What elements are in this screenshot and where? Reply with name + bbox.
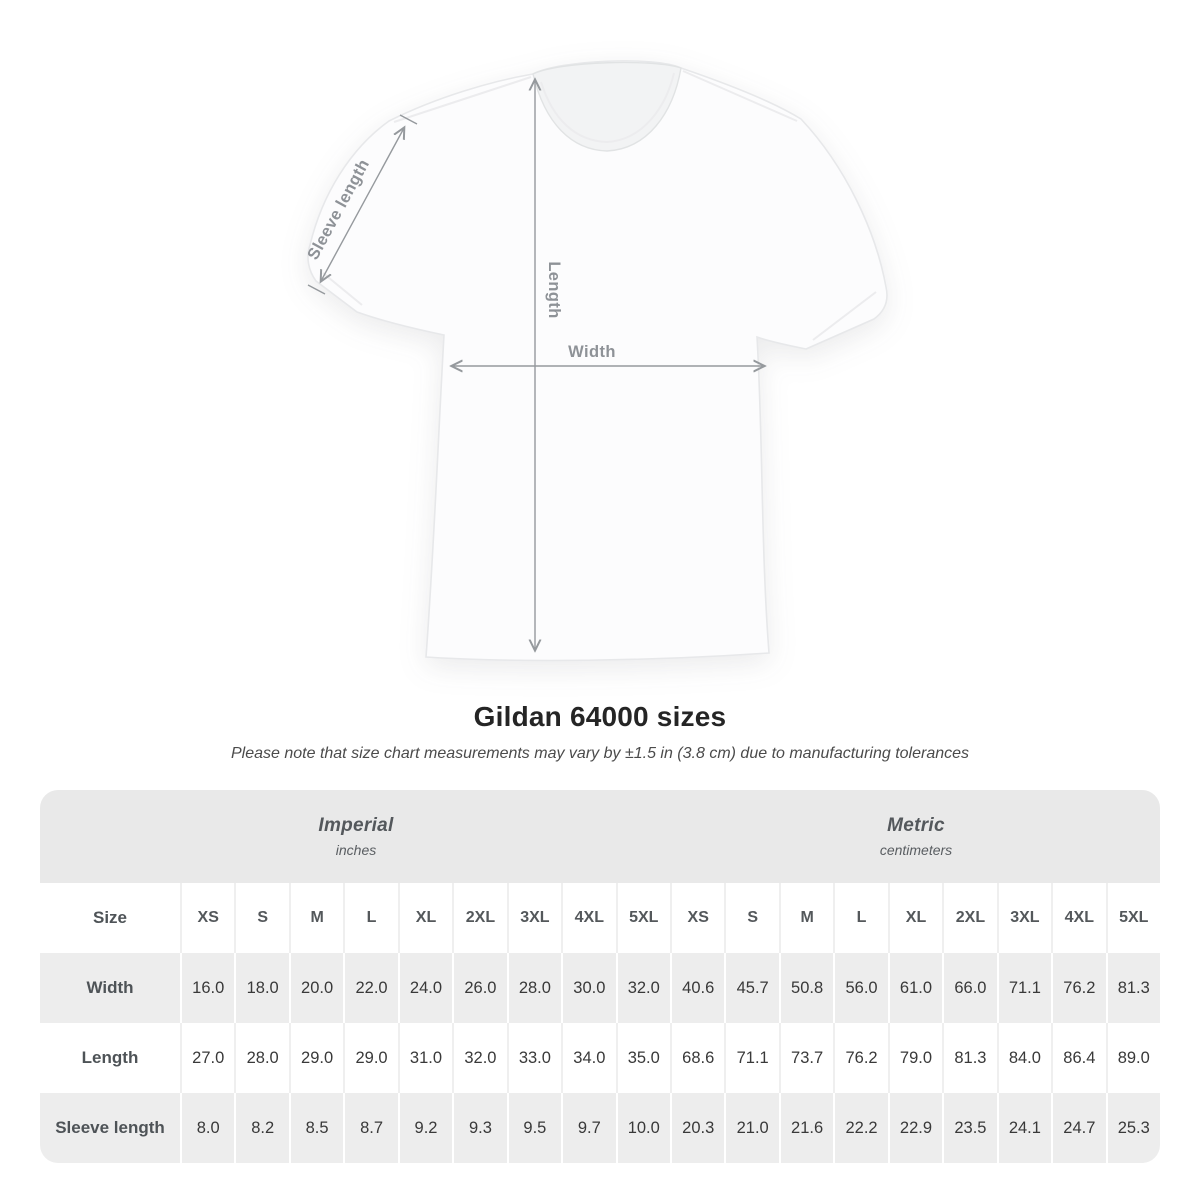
table-row — [40, 883, 1160, 953]
page-subtitle: Please note that size chart measurements may vary by ±1.5 in (3.8 cm) due to manufacturing tolerances — [230, 745, 970, 762]
measurement-value: 21.6 — [779, 1093, 833, 1163]
measurement-value: 71.1 — [997, 953, 1051, 1023]
size-header-cell: 2XL — [452, 883, 506, 953]
size-header-cell: L — [833, 883, 887, 953]
measurement-value: 9.5 — [507, 1093, 561, 1163]
measurement-value: 89.0 — [1106, 1023, 1160, 1093]
measurement-value: 10.0 — [616, 1093, 670, 1163]
measurement-value: 9.2 — [398, 1093, 452, 1163]
size-header-cell: 3XL — [997, 883, 1051, 953]
measurement-value: 81.3 — [1106, 953, 1160, 1023]
size-header-cell: XL — [398, 883, 452, 953]
measurement-value: 86.4 — [1051, 1023, 1105, 1093]
size-header-cell: S — [234, 883, 288, 953]
measurement-value: 24.7 — [1051, 1093, 1105, 1163]
size-column-header: Size — [92, 908, 128, 927]
measurement-value: 73.7 — [779, 1023, 833, 1093]
metric-subtitle: centimeters — [879, 842, 953, 858]
measurement-value: 76.2 — [833, 1023, 887, 1093]
length-label: Length — [545, 261, 563, 319]
measurement-value: 32.0 — [616, 953, 670, 1023]
measure-row-label: Width — [86, 978, 134, 997]
imperial-title: Imperial — [318, 815, 394, 836]
table-row — [40, 1023, 1160, 1093]
measurement-value: 20.3 — [670, 1093, 724, 1163]
measurement-value: 16.0 — [180, 953, 234, 1023]
measurement-value: 31.0 — [398, 1023, 452, 1093]
measurement-value: 32.0 — [452, 1023, 506, 1093]
imperial-header — [40, 790, 672, 883]
measure-row-label: Sleeve length — [55, 1118, 165, 1137]
size-header-cell: 2XL — [942, 883, 996, 953]
measurement-value: 35.0 — [616, 1023, 670, 1093]
measurement-value: 25.3 — [1106, 1093, 1160, 1163]
table-row — [40, 1093, 1160, 1163]
size-header-cell: 5XL — [616, 883, 670, 953]
measurement-value: 33.0 — [507, 1023, 561, 1093]
measurement-value: 45.7 — [724, 953, 778, 1023]
measurement-value: 68.6 — [670, 1023, 724, 1093]
measurement-value: 24.1 — [997, 1093, 1051, 1163]
measurement-value: 30.0 — [561, 953, 615, 1023]
size-header-cell: 5XL — [1106, 883, 1160, 953]
measurement-value: 9.3 — [452, 1093, 506, 1163]
imperial-subtitle: inches — [335, 842, 377, 858]
sleeve-length-label: Sleeve length — [304, 156, 374, 263]
measurement-value: 29.0 — [343, 1023, 397, 1093]
measurement-value: 81.3 — [942, 1023, 996, 1093]
size-header-cell: 4XL — [561, 883, 615, 953]
size-header-cell: S — [724, 883, 778, 953]
measurement-value: 24.0 — [398, 953, 452, 1023]
size-header-cell: XL — [888, 883, 942, 953]
measurement-value: 20.0 — [289, 953, 343, 1023]
measurement-value: 18.0 — [234, 953, 288, 1023]
measurement-value: 66.0 — [942, 953, 996, 1023]
unit-header-band — [40, 790, 1160, 883]
measurement-value: 28.0 — [234, 1023, 288, 1093]
metric-header — [672, 790, 1160, 883]
measurement-value: 8.0 — [180, 1093, 234, 1163]
measurement-value: 50.8 — [779, 953, 833, 1023]
measurement-value: 22.9 — [888, 1093, 942, 1163]
measurement-value: 79.0 — [888, 1023, 942, 1093]
metric-title: Metric — [887, 815, 945, 836]
measure-row-label: Length — [81, 1048, 139, 1067]
measurement-value: 61.0 — [888, 953, 942, 1023]
measurement-value: 22.0 — [343, 953, 397, 1023]
measurement-value: 8.7 — [343, 1093, 397, 1163]
measurement-value: 29.0 — [289, 1023, 343, 1093]
width-label: Width — [568, 343, 616, 361]
size-table-body — [40, 883, 1160, 1163]
table-row — [40, 953, 1160, 1023]
measurement-value: 34.0 — [561, 1023, 615, 1093]
measurement-value: 76.2 — [1051, 953, 1105, 1023]
measurement-value: 26.0 — [452, 953, 506, 1023]
size-table — [40, 790, 1160, 1163]
measurement-value: 84.0 — [997, 1023, 1051, 1093]
measurement-value: 56.0 — [833, 953, 887, 1023]
size-header-cell: 3XL — [507, 883, 561, 953]
size-header-cell: XS — [180, 883, 234, 953]
measurement-value: 27.0 — [180, 1023, 234, 1093]
measurement-value: 21.0 — [724, 1093, 778, 1163]
size-header-cell: L — [343, 883, 397, 953]
size-header-cell: M — [289, 883, 343, 953]
measurement-value: 40.6 — [670, 953, 724, 1023]
size-header-cell: 4XL — [1051, 883, 1105, 953]
measurement-value: 71.1 — [724, 1023, 778, 1093]
measurement-value: 22.2 — [833, 1093, 887, 1163]
measurement-value: 23.5 — [942, 1093, 996, 1163]
measurement-value: 8.2 — [234, 1093, 288, 1163]
page-title: Gildan 64000 sizes — [473, 701, 727, 732]
size-header-cell: M — [779, 883, 833, 953]
measurement-value: 9.7 — [561, 1093, 615, 1163]
size-header-cell: XS — [670, 883, 724, 953]
measurement-value: 8.5 — [289, 1093, 343, 1163]
measurement-value: 28.0 — [507, 953, 561, 1023]
